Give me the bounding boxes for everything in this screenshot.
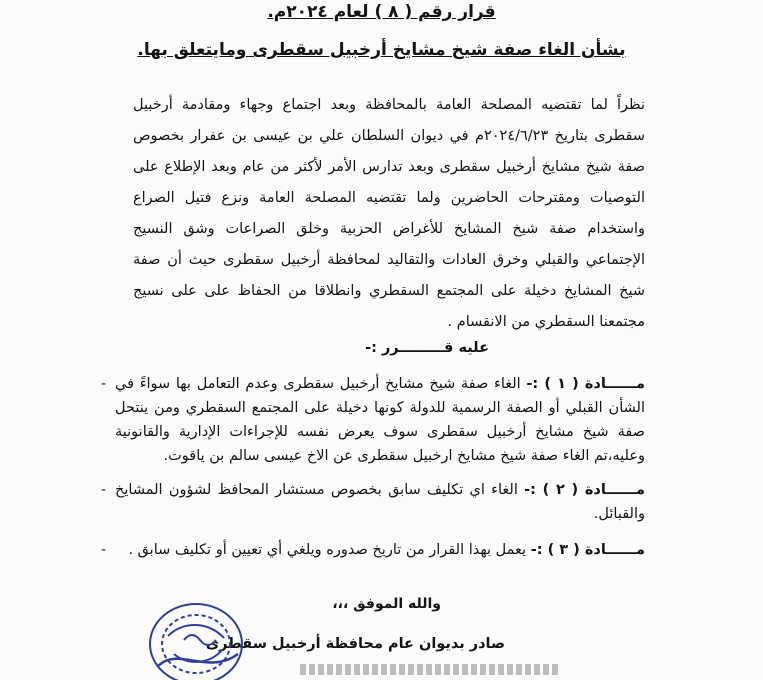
bullet-marker: - (101, 376, 107, 392)
article-text: الغاء صفة شيخ مشايخ أرخبيل سقطرى وعدم التعامل بها سواءً في الشأن القبلي أو الصفة الرسمية للدولة كونها دخيلة على المجتمع السقطري ومن ينتحل صفة شيخ مشايخ أرخبيل سقطرى سوف يعرض نفسه للإجراءات الإدارية والقانونية وعليه،تم الغاء صفة شيخ مشايخ ارخبيل سقطرى عن الاخ عيسى سالم بن ياقوت. (115, 376, 645, 464)
article-label: مــــــادة ( ٢ ) :- (524, 482, 646, 498)
official-seal-icon (138, 596, 248, 680)
article-3 (101, 538, 645, 562)
issued-by-line: صادر بديوان عام محافظة أرخبيل سقطرى (205, 636, 505, 652)
article-text: يعمل بهذا القرار من تاريخ صدوره ويلغي أي تعيين أو تكليف سابق . (128, 542, 527, 558)
decree-title: قرار رقم ( ٨ ) لعام ٢٠٢٤م. (267, 2, 496, 22)
cropped-footer-text (300, 664, 560, 675)
preamble-paragraph: نظراً لما تقتضيه المصلحة العامة بالمحافظة وبعد اجتماع وجهاء ومقادمة أرخبيل سقطرى بتاريخ ٢٠٢٤/٦/٢٣م في ديوان السلطان علي بن عيسى بن عفرار بخصوص صفة شيخ مشايخ أرخبيل سقطرى وبعد تدارس الأمر لأكثر من عام وبعد الإطلاع على التوصيات ومقترحات الحاضرين ولما تقتضيه المصلحة العامة ونزع فتيل الصراع واستخدام صفة شيخ المشايخ للأغراض الحزبية وخلق الصراعات وشق النسيج الإجتماعي والقبلي وخرق العادات والتقاليد لمحافظة أرخبيل سقطرى حيث أن صفة شيخ المشايخ دخيلة على المجتمع السقطري وانطلاقا من الحفاظ على على نسيج مجتمعنا السقطري من الانقسام . (133, 97, 645, 330)
article-text: الغاء اي تكليف سابق بخصوص مستشار المحافظ لشؤون المشايخ والقبائل. (115, 482, 645, 522)
article-1 (101, 372, 645, 468)
bullet-marker: - (101, 482, 107, 498)
closing-phrase: والله الموفق ،،، (332, 596, 441, 612)
resolved-heading: عليه قـــــــــرر :- (365, 340, 489, 356)
bullet-marker: - (101, 542, 107, 558)
article-label: مــــــادة ( ٣ ) :- (530, 542, 645, 558)
article-2 (101, 478, 646, 526)
article-label: مــــــادة ( ١ ) :- (526, 376, 645, 392)
decree-subtitle: بشأن الغاء صفة شيخ مشايخ أرخبيل سقطرى ومايتعلق بها. (137, 40, 626, 60)
